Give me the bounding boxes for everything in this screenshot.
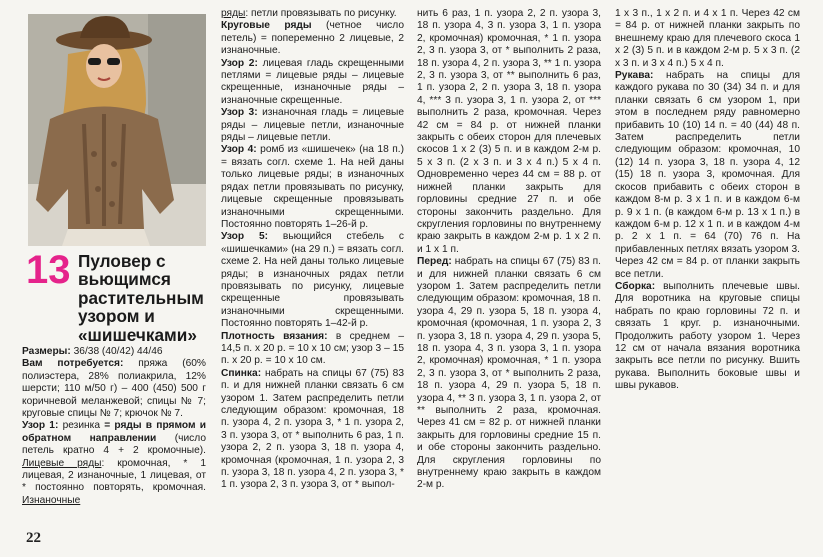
sleeves-label: Рукава: bbox=[615, 70, 654, 82]
pattern1-paragraph bbox=[22, 420, 206, 507]
project-number: 13 bbox=[26, 248, 71, 292]
project-title: Пуловер с вьющимся растительным узором и «шишечками» bbox=[78, 251, 204, 345]
pattern1-label: Узор 1: bbox=[22, 420, 59, 432]
density-text: в среднем – 14,5 п. x 20 р. = 10 x 10 см; узор 3 – 15 п. x 20 р. = 10 x 10 см. bbox=[221, 330, 405, 367]
pattern5-label: Узор 5: bbox=[221, 231, 269, 243]
model-photo bbox=[28, 14, 206, 246]
pattern3-paragraph bbox=[221, 107, 404, 144]
pattern2-label: Узор 2: bbox=[221, 57, 258, 69]
page-number: 22 bbox=[26, 530, 41, 546]
sleeves-paragraph bbox=[615, 70, 800, 281]
column-4 bbox=[615, 8, 800, 393]
round-rows-label: Круговые ряды bbox=[221, 20, 312, 32]
pattern5-text: вьющийся стебель с «шишечками» (на 29 п.) = вязать согл. схеме 2. На ней даны только лицевые ряды; в изнаночных рядах петли провязывать по рисунку, лицевые скрещенные провязывать изнаночными скрещенными. Постоянно повторять 1–42-й р. bbox=[221, 231, 404, 330]
column-1 bbox=[22, 346, 206, 507]
col2-underline: ряды bbox=[221, 8, 246, 19]
pattern1-text-b: (число петель кратно 4 + 2 кромочные). bbox=[22, 432, 206, 457]
pattern4-text: ромб из «шишечек» (на 18 п.) = вязать согл. схеме 1. На ней даны только лицевые ряды; в изнаночных рядах петли провязывать по рисунку, лицевые скрещенные провязывать изнаночными скрещенными. Постоянно повторять 1–26-й р. bbox=[221, 144, 404, 230]
back-paragraph bbox=[221, 368, 404, 492]
pattern1-text-a: резинка bbox=[58, 420, 105, 432]
pattern3-text: изнаночная гладь = лицевые ряды – лицевые петли, изнаночные ряды – лицевые петли. bbox=[221, 107, 404, 144]
sizes-label: Размеры: bbox=[22, 346, 71, 357]
pattern2-text: лицевая гладь скрещенными петлями = лицевые ряды – лицевые скрещенные, изнаночные ряды – изнаночные скрещенные. bbox=[221, 57, 404, 106]
materials-paragraph bbox=[22, 358, 206, 420]
pattern1-underline-2: Изнаночные bbox=[22, 494, 81, 506]
column-3 bbox=[417, 8, 601, 492]
pattern1-underline-1: Лицевые ряды bbox=[22, 457, 102, 469]
pattern4-label: Узор 4: bbox=[221, 144, 257, 156]
pattern3-label: Узор 3: bbox=[221, 107, 258, 119]
back-text: набрать на спицы 67 (75) 83 п. и для нижней планки связать 6 см узором 1. Затем распределить петли следующим образом: кромочная, 18 п. узора 4, 2 п. узора 3, * 1 п. узора 2, 3 п. узора 3, от * выполнить 6 раз, 1 п. узора 2, 2 п. узора 3, 18 п. узора 4, кромочная (кромочная, 1 п. узора 2, 3 п. узора 3, 18 п. узора 4, 2 п. узора 3, * 1 п. узора 2, 3 п. узора 3, от * выпол- bbox=[221, 367, 404, 491]
back-label: Спинка: bbox=[221, 367, 262, 379]
pattern4-paragraph bbox=[221, 144, 404, 231]
model-illustration bbox=[28, 14, 206, 246]
materials-text: пряжа (60% полиэстера, 28% полиакрила, 12% шерсти; 110 м/50 г) – 400 (450) 500 г коричневой меланжевой; спицы № 7; круговые спицы № 7; крючок № 7. bbox=[22, 358, 206, 420]
pattern5-paragraph bbox=[221, 231, 404, 330]
front-continuation: 1 x 3 п., 1 x 2 п. и 4 x 1 п. Через 42 см = 84 р. от нижней планки закрыть по внешнему краю для плечевого скоса 1 x 2 (3) 5 п. и в каждом 2-м р. 5 x 3 п. (2 x 3 п. и 3 x 4 п.) 5 x 4 п. bbox=[615, 8, 800, 69]
pattern1-bold: = ряды в прямом и обратном направлении bbox=[22, 420, 206, 444]
project-heading bbox=[26, 248, 216, 345]
density-paragraph bbox=[221, 331, 404, 368]
density-label: Плотность вязания: bbox=[221, 330, 328, 342]
assembly-text: выполнить плечевые швы. Для воротника на круговые спицы набрать по краю горловины 72 п. и связать 1 круг. р. изнаночными. Продолжить работу узором 1. Через 12 см от начала вязания воротника закрыть все петли по рисунку. Вшить рукава. Выполнить боковые швы и швы рукавов. bbox=[615, 280, 800, 392]
front-text: набрать на спицы 67 (75) 83 п. и для нижней планки связать 6 см узором 1. Затем распределить петли следующим образом: кромочная, 18 п. узора 4, 29 п. узора 5, 18 п. узора 4, кромочная (кромочная, 1 п. узора 2, 3 п. узора 3, 18 п. узора 4, 29 п. узора 5, 18 п. узора 4, 3 п. узора 3, 1 п. узора 2, кромочная) кромочная, * 1 п. узора 2, 3 п. узора 3, от * выполнить 2 раза, 18 п. узора 4, 29 п. узора 5, 18 п. узора 4, ** 3 п. узора 3, 1 п. узора 2, от ** выполнить 2 раза, кромочная. Через 41 см = 82 р. от нижней планки закрыть для горловины средние 15 п. и обе стороны закончить раздельно. Для скругления горловины по внутреннему краю закрыть в каждом 2-м р. bbox=[417, 256, 601, 491]
pattern2-paragraph bbox=[221, 58, 404, 108]
sizes-text: 36/38 (40/42) 44/46 bbox=[70, 346, 163, 357]
col2-text: : петли провязывать по рисунку. bbox=[245, 8, 397, 19]
round-rows-paragraph bbox=[221, 20, 404, 57]
round-rows-text: (четное число петель) = попеременно 2 лицевые, 2 изнаночные. bbox=[221, 20, 404, 57]
materials-label: Вам потребуется: bbox=[22, 358, 124, 370]
sizes-paragraph bbox=[22, 346, 206, 358]
col2-continuation bbox=[221, 8, 404, 20]
assembly-paragraph bbox=[615, 281, 800, 393]
back-continuation: нить 6 раз, 1 п. узора 2, 2 п. узора 3, 18 п. узора 4, 3 п. узора 3, 1 п. узора 2, кромочная) кромочная, * 1 п. узора 2, 3 п. узора 3, от * выполнить 2 раза, 18 п. узора 4, 2 п. узора 3, ** 1 п. узора 2, 3 п. узора 3, от ** выполнить 6 раз, 1 п. узора 2, 2 п. узора 3, 18 п. узора 4, *** 3 п. узора 3, 1 п. узора 2, от *** выполнить 2 раза, кромочная. Через 42 см = 84 р. от нижней планки закрыть с обеих сторон для плечевых скосов 1 x 2 (3) 5 п. и в каждом 2-м р. 5 x 3 п. (2 x 3 п. и 3 x 4 п.) 5 x 4 п. Одновременно через 44 см = 88 р. от нижней планки закрыть для горловины средние 27 п. и обе стороны закончить раздельно. Для скругления горловины по внутреннему краю закрыть в каждом 2-м р. 1 x 2 п. и 1 x 1 п. bbox=[417, 8, 601, 255]
front-paragraph bbox=[417, 256, 601, 492]
sleeves-text: набрать на спицы для каждого рукава по 30 (34) 34 п. и для планки связать 6 см узором 1, при этом в последнем ряду равномерно прибавить 10 (10) 14 п. = 40 (44) 48 п. Затем распределить петли следующим образом: кромочная, 10 (12) 14 п. узора 3, 18 п. узора 4, 12 (15) 18 п. узора 3, кромочная. Для скосов прибавить с обеих сторон в каждом 8-м р. 3 x 1 п. и в каждом 6-м р. 9 x 1 п. (в каждом 6-м р. 13 x 1 п.) в каждом 6-м р. 12 x 1 п. и в каждом 4-м р. 2 x 1 п. = 64 (70) 76 п. На прибавленных петлях вязать узором 3. Через 42 см = 84 р. от планки закрыть все петли. bbox=[615, 70, 800, 280]
front-label: Перед: bbox=[417, 256, 452, 268]
pattern1-text-c: : кромочная, * 1 лицевая, 2 изнаночные, 1 лицевая, от * постоянно повторять, кромочная. bbox=[22, 457, 206, 494]
assembly-label: Сборка: bbox=[615, 280, 656, 292]
column-2 bbox=[221, 8, 404, 492]
